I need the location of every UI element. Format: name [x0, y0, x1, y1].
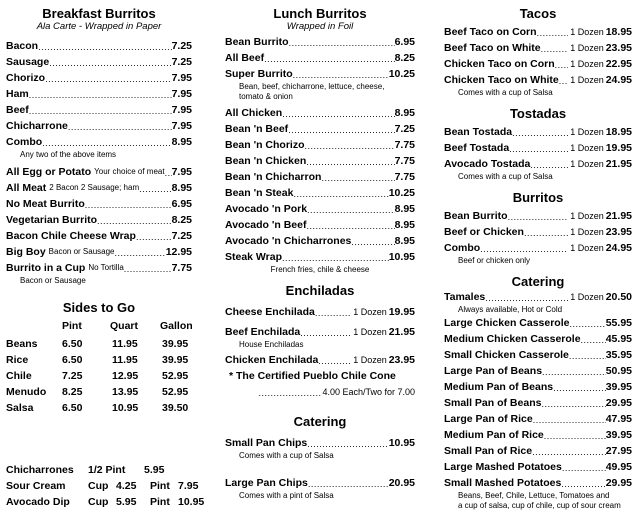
chile-cone-price: ..... 4.00 Each/Two for 7.00 — [225, 384, 415, 400]
menu-item: Small Pan of Beans ..... 29.95 — [444, 395, 632, 411]
menu-item: Large Pan of Beans ..... 50.95 — [444, 363, 632, 379]
chile-cone-title: * The Certified Pueblo Chile Cone — [229, 370, 396, 382]
menu-item: Sausage ..... 7.25 — [6, 54, 192, 70]
menu-item: Beef Taco on Corn ..... 1 Dozen 18.95 — [444, 24, 632, 40]
menu-item: Avocado 'n Pork ..... 8.95 — [225, 201, 415, 217]
menu-item: Beef Tostada ..... 1 Dozen 19.95 — [444, 140, 632, 156]
lunch-title: Lunch Burritos — [273, 6, 367, 21]
menu-item: Steak Wrap ..... 10.95 — [225, 249, 415, 265]
menu-item: Medium Pan of Beans ..... 39.95 — [444, 379, 632, 395]
enchiladas-title: Enchiladas — [285, 283, 355, 298]
menu-item: Burrito in a Cup No Tortilla ..... 7.75 — [6, 260, 192, 276]
menu-item: Bean 'n Chicharron ..... 7.75 — [225, 169, 415, 185]
item-note: a cup of salsa, cup of chile, cup of sour cream — [458, 501, 621, 510]
menu-item: All Chicken ..... 8.95 — [225, 105, 415, 121]
sides-row: Beans 6.50 11.95 39.95 — [6, 338, 189, 350]
menu-item: No Meat Burrito ..... 6.95 — [6, 196, 192, 212]
menu-item: Bacon ..... 7.25 — [6, 38, 192, 54]
tacos-title: Tacos — [519, 6, 557, 21]
menu-item: Tamales ..... 1 Dozen 20.50 — [444, 289, 632, 305]
menu-item: All Meat 2 Bacon 2 Sausage; ham ..... 8.95 — [6, 180, 192, 196]
menu-item: Avocado Tostada ..... 1 Dozen 21.95 — [444, 156, 632, 172]
item-note: Any two of the above items — [20, 150, 117, 159]
item-note: Comes with a cup of Salsa — [239, 451, 334, 460]
menu-item: Avocado 'n Beef ..... 8.95 — [225, 217, 415, 233]
menu-item: Combo ..... 8.95 — [6, 134, 192, 150]
catering-right-title: Catering — [511, 274, 565, 289]
burritos-dozen-title: Burritos — [512, 190, 564, 205]
menu-item: Medium Pan of Rice ..... 39.95 — [444, 427, 632, 443]
menu-item: Large Pan of Rice ..... 47.95 — [444, 411, 632, 427]
menu-item: Chicken Enchilada ..... 1 Dozen 23.95 — [225, 352, 415, 368]
item-note: Comes with a cup of Salsa — [458, 88, 553, 97]
extras-row: Sour Cream Cup 4.25 Pint 7.95 — [6, 480, 199, 492]
menu-item: Small Pan Chips ..... 10.95 — [225, 435, 415, 451]
sides-row: Salsa 6.50 10.95 39.50 — [6, 402, 189, 414]
menu-item: Chorizo ..... 7.95 — [6, 70, 192, 86]
item-note: Bacon or Sausage — [20, 276, 86, 285]
item-note: Bean, beef, chicharrone, lettuce, cheese, tomato & onion — [239, 82, 385, 101]
menu-item: Vegetarian Burrito ..... 8.25 — [6, 212, 192, 228]
menu-item: Bean Burrito ..... 1 Dozen 21.95 — [444, 208, 632, 224]
item-note: Beans, Beef, Chile, Lettuce, Tomatoes and — [458, 491, 610, 500]
item-note: House Enchiladas — [239, 340, 304, 349]
menu-item: Bean 'n Chicken ..... 7.75 — [225, 153, 415, 169]
menu-item: Large Pan Chips ..... 20.95 — [225, 475, 415, 491]
item-note: Beef or chicken only — [458, 256, 531, 265]
menu-item: Beef Enchilada ..... 1 Dozen 21.95 — [225, 324, 415, 340]
menu-item: Bean Burrito ..... 6.95 — [225, 34, 415, 50]
breakfast-subtitle: Ala Carte - Wrapped in Paper — [36, 21, 162, 32]
menu-item: Bean 'n Chorizo ..... 7.75 — [225, 137, 415, 153]
menu-item: Bean Tostada ..... 1 Dozen 18.95 — [444, 124, 632, 140]
menu-item: Avocado 'n Chicharrones ..... 8.95 — [225, 233, 415, 249]
item-note: Comes with a cup of Salsa — [458, 172, 553, 181]
menu-item: Beef or Chicken ..... 1 Dozen 23.95 — [444, 224, 632, 240]
extras-row: Avocado Dip Cup 5.95 Pint 10.95 — [6, 496, 205, 508]
menu-item: Chicken Taco on White ..... 1 Dozen 24.95 — [444, 72, 632, 88]
lunch-subtitle: Wrapped in Foil — [286, 21, 354, 32]
menu-item: Chicharrone ..... 7.95 — [6, 118, 192, 134]
breakfast-title: Breakfast Burritos — [42, 6, 156, 21]
column-left — [6, 0, 205, 510]
column-right — [444, 0, 632, 511]
column-middle — [225, 0, 415, 501]
menu-item: All Beef ..... 8.25 — [225, 50, 415, 66]
menu-item: Combo ..... 1 Dozen 24.95 — [444, 240, 632, 256]
item-note: French fries, chile & cheese — [270, 265, 370, 274]
menu-item: Small Chicken Casserole ..... 35.95 — [444, 347, 632, 363]
menu-item: Bacon Chile Cheese Wrap ..... 7.25 — [6, 228, 192, 244]
sides-header: Pint Quart Gallon — [62, 320, 193, 332]
menu-item: Small Mashed Potatoes ..... 29.95 — [444, 475, 632, 491]
sides-row: Menudo 8.25 13.95 52.95 — [6, 386, 189, 398]
menu-item: Big Boy Bacon or Sausage ..... 12.95 — [6, 244, 192, 260]
menu-item: Bean 'n Beef ..... 7.25 — [225, 121, 415, 137]
menu-item: Small Pan of Rice ..... 27.95 — [444, 443, 632, 459]
sides-row: Chile 7.25 12.95 52.95 — [6, 370, 189, 382]
sides-row: Rice 6.50 11.95 39.95 — [6, 354, 189, 366]
tostadas-title: Tostadas — [509, 106, 567, 121]
catering-mid-title: Catering — [293, 414, 347, 429]
item-note: Always available, Hot or Cold — [458, 305, 563, 314]
menu-item: Super Burrito ..... 10.25 — [225, 66, 415, 82]
menu-item: Ham ..... 7.95 — [6, 86, 192, 102]
menu-item: All Egg or Potato Your choice of meat ..... 7.95 — [6, 164, 192, 180]
menu-item: Large Mashed Potatoes ..... 49.95 — [444, 459, 632, 475]
menu-item: Beef Taco on White ..... 1 Dozen 23.95 — [444, 40, 632, 56]
menu-item: Chicken Taco on Corn ..... 1 Dozen 22.95 — [444, 56, 632, 72]
menu-item: Cheese Enchilada ..... 1 Dozen 19.95 — [225, 304, 415, 320]
menu-item: Medium Chicken Casserole ..... 45.95 — [444, 331, 632, 347]
extras-row: Chicharrones 1/2 Pint 5.95 — [6, 464, 165, 476]
menu-item: Bean 'n Steak ..... 10.25 — [225, 185, 415, 201]
sides-title: Sides to Go — [62, 300, 136, 315]
menu-item: Beef ..... 7.95 — [6, 102, 192, 118]
item-note: Comes with a pint of Salsa — [239, 491, 334, 500]
menu-item: Large Chicken Casserole ..... 55.95 — [444, 315, 632, 331]
